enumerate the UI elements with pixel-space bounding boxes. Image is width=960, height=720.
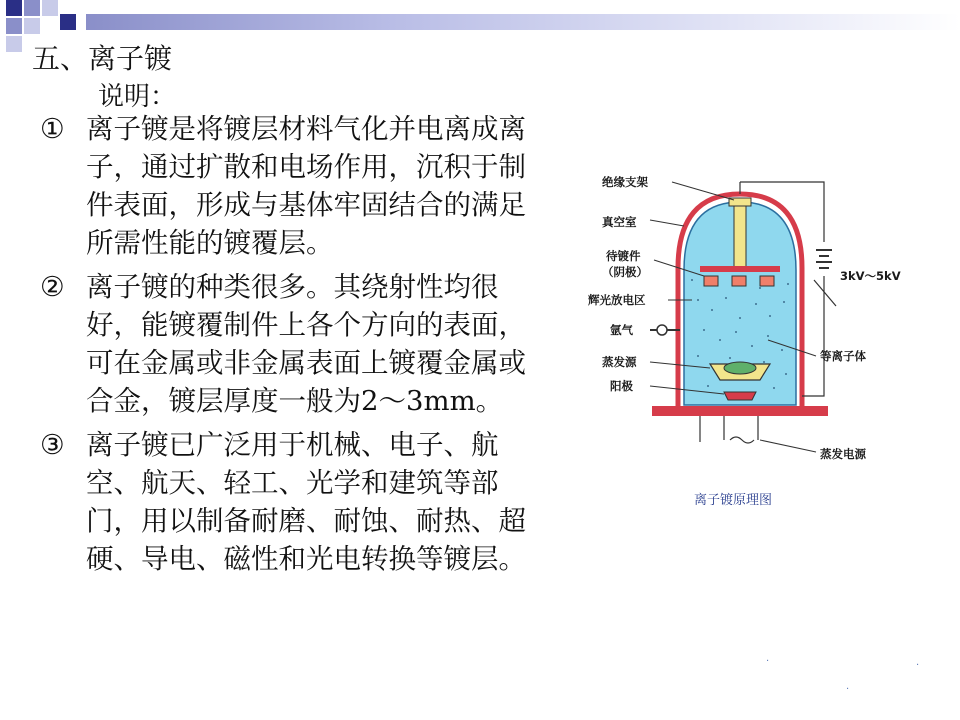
- corner-dots: ·: [916, 660, 920, 671]
- label-source: 蒸发源: [602, 355, 637, 369]
- title-bar-decoration: [0, 0, 960, 46]
- label-glow: 辉光放电区: [588, 293, 646, 307]
- corner-dots: ·: [846, 684, 850, 695]
- slide-subheading: 说明：: [98, 82, 177, 112]
- figure-caption: 离子镀原理图: [694, 493, 773, 508]
- item-number: ①: [40, 113, 65, 145]
- leader-line: [760, 440, 816, 452]
- label-plasma: 等离子体: [820, 349, 866, 363]
- label-insulator: 绝缘支架: [602, 175, 648, 189]
- workpiece: [760, 276, 774, 286]
- label-cathode: （阴极）: [602, 265, 648, 279]
- source-material: [724, 362, 756, 374]
- list-item: [40, 426, 540, 578]
- argon-valve-icon: [657, 325, 667, 335]
- title-stripe: [86, 14, 960, 30]
- item-number: ②: [40, 271, 65, 303]
- explanation-list: [40, 110, 540, 584]
- slide-heading: 五、离子镀: [32, 42, 173, 75]
- hv-circuit: [802, 276, 824, 396]
- deco-square: [60, 14, 76, 30]
- ion-plating-diagram: [588, 160, 928, 520]
- insulator-support: [734, 200, 746, 270]
- deco-square: [42, 0, 58, 16]
- workpiece: [704, 276, 718, 286]
- label-argon: 氩气: [610, 323, 633, 337]
- item-text: 离子镀已广泛用于机械、电子、航空、航天、轻工、光学和建筑等部门，用以制备耐磨、耐蚀、耐热、超硬、导电、磁性和光电转换等镀层。: [86, 429, 526, 575]
- deco-square: [24, 0, 40, 16]
- label-power: 蒸发电源: [820, 447, 866, 461]
- anode: [724, 392, 756, 400]
- list-item: [40, 268, 540, 420]
- corner-dots: ·: [766, 656, 770, 667]
- deco-square: [6, 0, 22, 16]
- label-voltage: 3kV～5kV: [840, 269, 901, 283]
- list-item: [40, 110, 540, 262]
- deco-square: [24, 18, 40, 34]
- diagram-svg: [588, 160, 928, 520]
- deco-square: [6, 18, 22, 34]
- base-plate: [652, 406, 828, 416]
- workpiece: [732, 276, 746, 286]
- label-vacuum: 真空室: [602, 215, 637, 229]
- item-number: ③: [40, 429, 65, 461]
- deco-square: [6, 36, 22, 52]
- item-text: 离子镀的种类很多。其绕射性均很好，能镀覆制件上各个方向的表面，可在金属或非金属表面上镀覆金属或合金，镀层厚度一般为2～3mm。: [86, 271, 526, 417]
- item-text: 离子镀是将镀层材料气化并电离成离子，通过扩散和电场作用，沉积于制件表面，形成与基体牢固结合的满足所需性能的镀覆层。: [86, 113, 526, 259]
- workpiece-holder: [700, 266, 780, 272]
- ac-symbol-icon: [730, 437, 754, 443]
- label-workpiece: 待镀件: [606, 249, 641, 263]
- label-anode: 阳极: [610, 379, 633, 393]
- arrow-icon: [814, 280, 836, 306]
- leader-line: [672, 182, 734, 200]
- leader-line: [650, 220, 684, 226]
